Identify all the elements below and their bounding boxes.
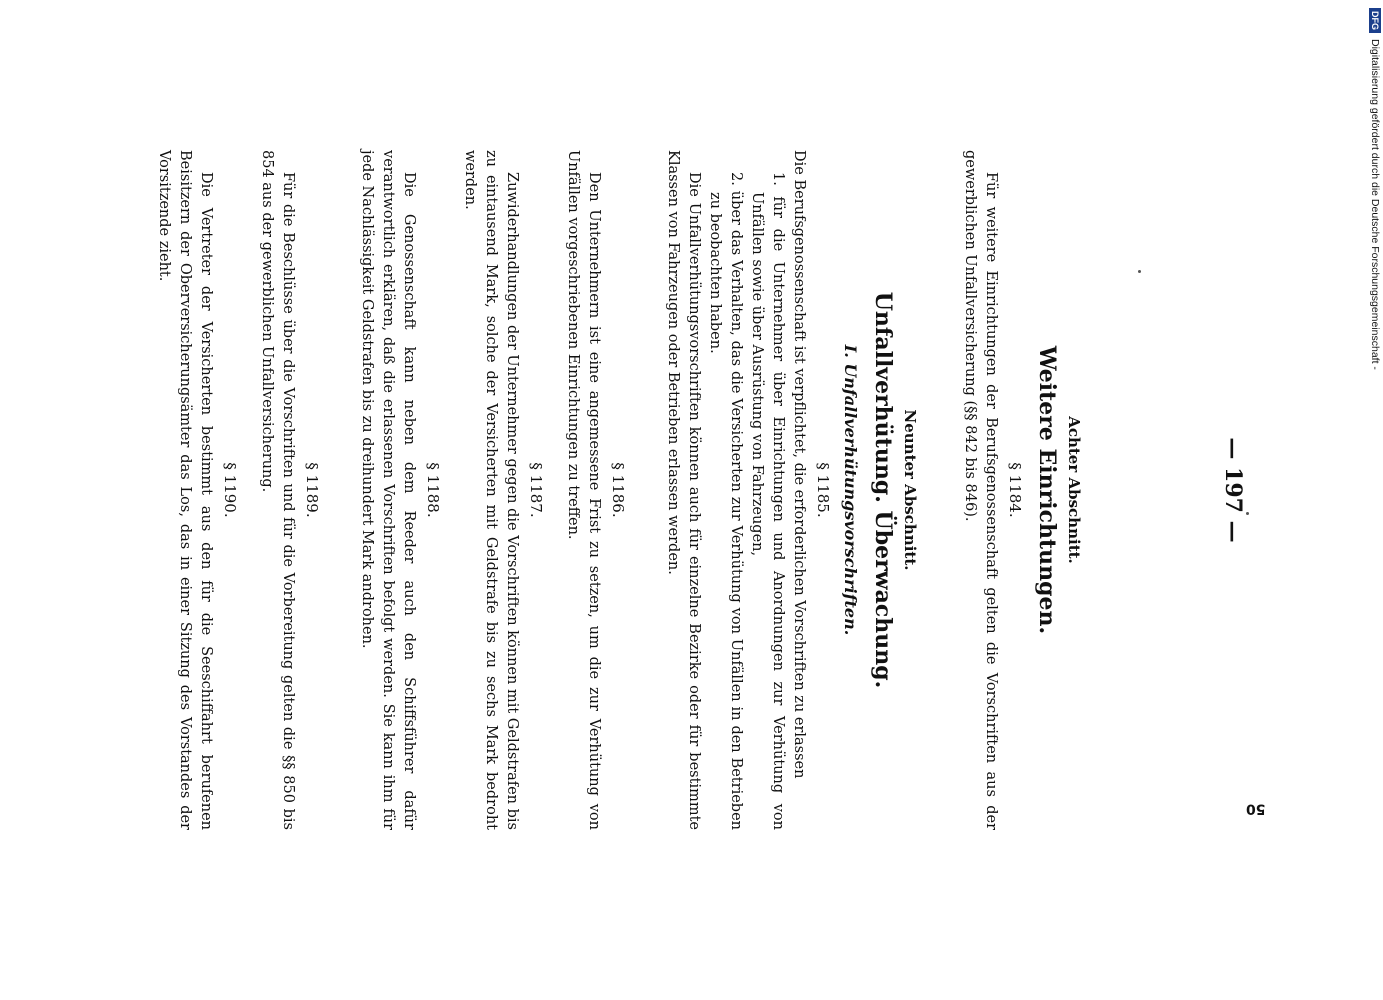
chapter-9-title: Neunter Abschnitt. — [901, 409, 919, 571]
section-1188-heading: § 1188. — [424, 462, 442, 518]
section-1184-heading: § 1184. — [1006, 462, 1024, 518]
chapter-9-subtitle: Unfallverhütung. Überwachung. — [870, 291, 896, 689]
page-number-header: — 197 — — [1220, 437, 1246, 543]
dfg-logo-icon: DFG — [1369, 8, 1381, 33]
page-body — [153, 150, 1085, 830]
section-1185-intro: Die Berufsgenossenschaft ist verpflichtet, die erforderlichen Vorschriften zu erlassen — [791, 150, 807, 779]
section-1185-item-1: 1. für die Unternehmer über Einrichtungen und Anordnungen zur Verhütung von Unfällen sowie über Ausrüstung von Fahrzeugen, — [749, 172, 786, 830]
dfg-credit-text: Digitalisierung gefördert durch die Deutsche Forschungsgemeinschaft - — [1369, 39, 1381, 370]
section-1187-text: Zuwiderhandlungen der Unternehmer gegen die Vorschriften können mit Geldstrafen bis zu eintausend Mark, solche der Versicherten mit Geldstrafe bis zu sechs Mark bedroht werden. — [462, 150, 520, 830]
section-1185-heading: § 1185. — [814, 462, 832, 518]
section-1190-heading: § 1190. — [221, 462, 239, 518]
section-1184-text: Für weitere Einrichtungen der Berufsgenossenschaft gelten die Vorschriften aus der gewerblichen Unfallversicherung (§§ 842 bis 846). — [962, 150, 999, 830]
section-1189-text: Für die Beschlüsse über die Vorschriften und für die Vorbereitung gelten die §§ 850 bis 854 aus der gewerblichen Unfallversicherung. — [259, 150, 296, 830]
scan-speck — [1246, 512, 1249, 515]
section-1185-text-2: Die Unfallverhütungsvorschriften können auch für einzelne Bezirke oder für bestimmte Klassen von Fahrzeugen oder Betrieben erlassen werden. — [665, 150, 702, 830]
section-1190-text: Die Vertreter der Versicherten bestimmt aus den für die Seeschiffahrt berufenen Beisitzern der Oberversicherungsämter das Los, das in einer Sitzung des Vorstandes der Vorsitzende zieht. — [156, 150, 214, 830]
signature-mark: 50 — [1246, 800, 1266, 816]
section-1189-heading: § 1189. — [303, 462, 321, 518]
section-1186-heading: § 1186. — [609, 462, 627, 518]
chapter-8-subtitle: Weitere Einrichtungen. — [1034, 345, 1060, 635]
document-page — [156, 150, 1266, 830]
section-1187-heading: § 1187. — [527, 462, 545, 518]
dfg-credit — [1366, 8, 1383, 388]
section-1185-item-2: 2. über das Verhalten, das die Versicherten zur Verhütung von Unfällen in den Betrieben zu beobachten haben. — [707, 172, 744, 830]
chapter-9-subheading: I. Unfallverhütungsvorschriften. — [841, 344, 860, 636]
scan-speck — [1138, 270, 1141, 273]
chapter-8-title: Achter Abschnitt. — [1065, 416, 1083, 564]
section-1188-text: Die Genossenschaft kann neben dem Reeder auch den Schiffsführer dafür verantwortlich erklären, daß die erlassenen Vorschriften befolgt werden. Sie kann ihm für jede Nachlässigkeit Geldstrafen bis zu dreihundert Mark androhen. — [359, 150, 417, 830]
section-1186-text: Den Unternehmern ist eine angemessene Frist zu setzen, um die zur Verhütung von Unfällen vorgeschriebenen Einrichtungen zu treffen. — [565, 150, 602, 830]
